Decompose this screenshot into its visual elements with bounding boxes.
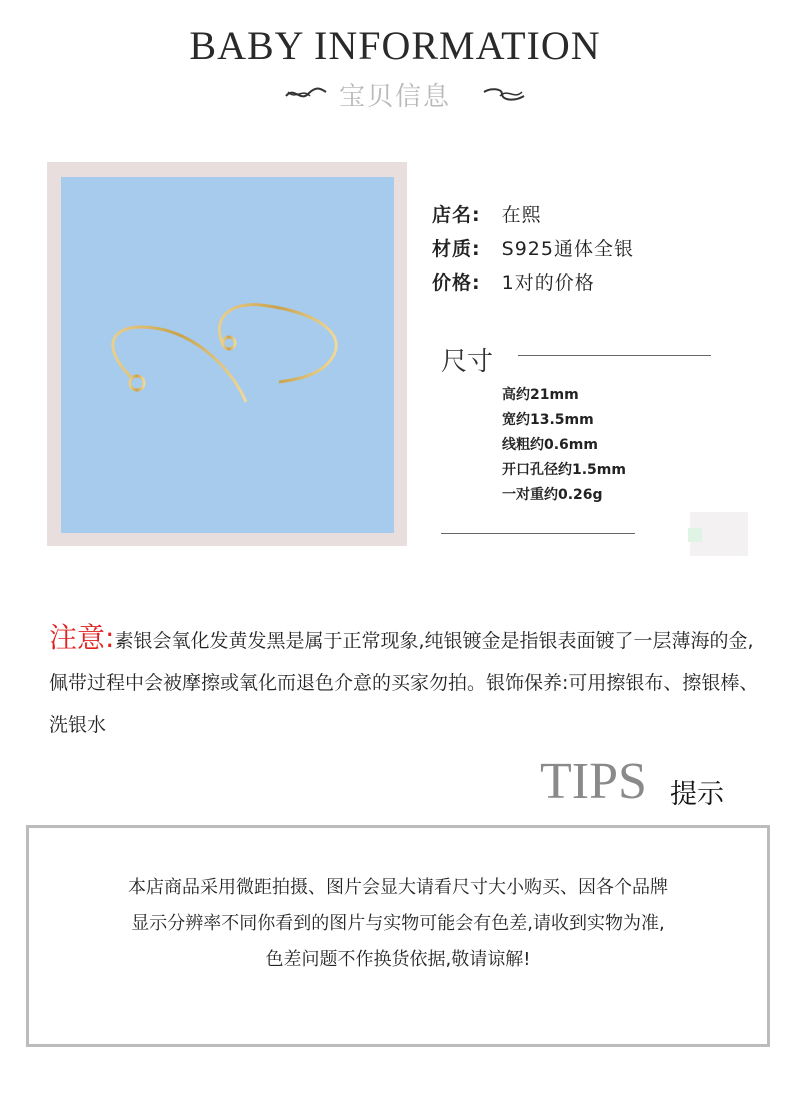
size-heading: 尺寸	[441, 347, 494, 377]
info-label: 材质:	[432, 238, 481, 260]
spec-item: 开口孔径约1.5mm	[502, 462, 626, 478]
notice-body: 素银会氧化发黄发黑是属于正常现象,纯银镀金是指银表面镀了一层薄海的金,佩带过程中会被摩擦或氧化而退色介意的买家勿拍。银饰保养:可用擦银布、擦银棒、洗银水	[49, 630, 759, 736]
info-value: 在熙	[501, 204, 542, 226]
tips-line: 色差问题不作换货依据,敬请谅解!	[265, 949, 531, 970]
decorative-swatch-accent	[688, 528, 702, 542]
divider	[518, 355, 711, 356]
spec-item: 宽约13.5mm	[502, 412, 594, 428]
tips-subtitle: 提示	[670, 779, 724, 810]
spec-item: 线粗约0.6mm	[502, 437, 598, 453]
divider	[441, 533, 635, 534]
info-value: 1对的价格	[501, 272, 595, 294]
tips-text	[26, 870, 770, 978]
spec-item: 高约21mm	[502, 387, 579, 403]
info-label: 价格:	[432, 272, 481, 294]
swirl-right-icon	[482, 84, 526, 104]
swirl-left-icon	[284, 84, 328, 104]
spec-item: 一对重约0.26g	[502, 487, 603, 503]
info-row-material	[432, 234, 634, 261]
info-label: 店名:	[432, 204, 481, 226]
notice-heading: 注意:	[49, 621, 115, 654]
tips-line: 本店商品采用微距拍摄、图片会显大请看尺寸大小购买、因各个品牌	[128, 877, 668, 898]
notice-paragraph	[49, 617, 765, 746]
tips-title: TIPS	[540, 753, 647, 810]
page-title: BABY INFORMATION	[189, 23, 601, 68]
info-row-price	[432, 268, 595, 295]
tips-line: 显示分辨率不同你看到的图片与实物可能会有色差,请收到实物为准,	[131, 913, 665, 934]
info-value: S925通体全银	[501, 238, 634, 260]
earring-hooks-illustration	[61, 177, 394, 533]
product-photo	[61, 177, 394, 533]
info-row-shop	[432, 200, 542, 227]
page-subtitle: 宝贝信息	[338, 82, 451, 112]
